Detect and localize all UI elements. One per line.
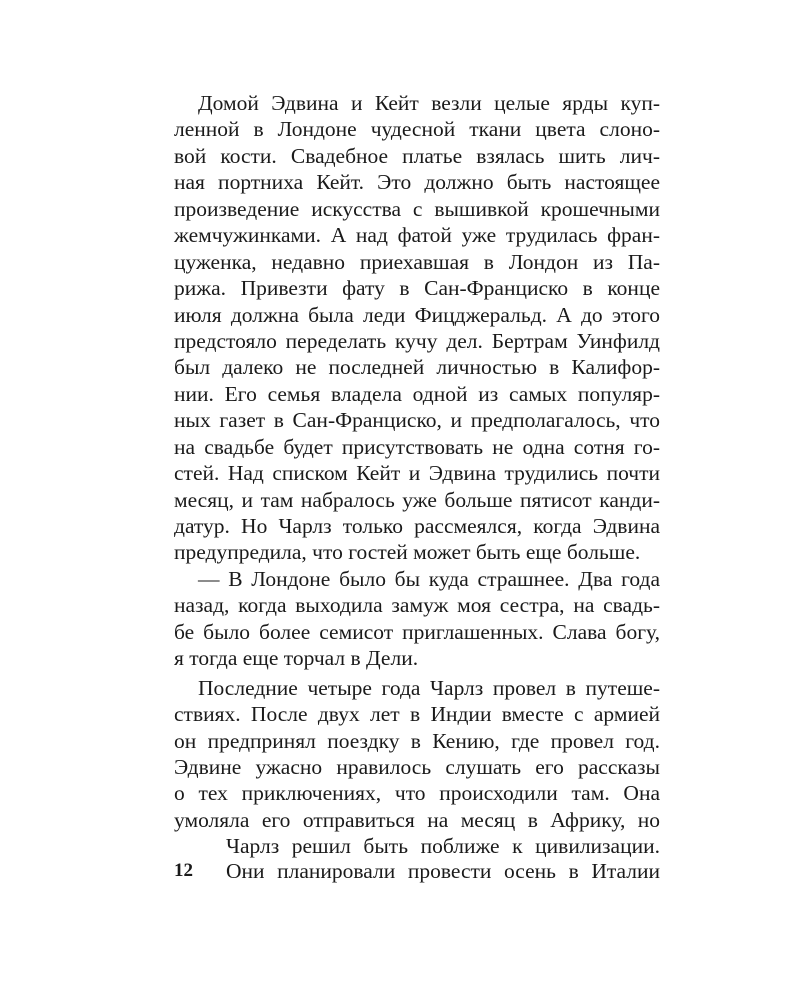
text-line: ствиях. После двух лет в Индии вместе с армией <box>174 702 660 727</box>
text-line: ная портниха Кейт. Это должно быть настоящее <box>174 170 660 195</box>
text-line: он предпринял поездку в Кению, где провел год. <box>174 728 660 753</box>
paragraph-3 <box>174 675 660 860</box>
text-line: — В Лондоне было бы куда страшнее. Два года <box>198 566 660 591</box>
text-line: вой кости. Свадебное платье взялась шить лич- <box>174 143 660 168</box>
paragraph-1 <box>174 90 660 566</box>
text-line: цуженка, недавно приехавшая в Лондон из Па- <box>174 249 660 274</box>
paragraph-2-dialogue <box>174 566 660 672</box>
text-line: Чарлз решил быть поближе к цивилизации. <box>226 834 660 859</box>
text-line: стей. Над списком Кейт и Эдвина трудились почти <box>174 461 660 486</box>
text-line: жемчужинками. А над фатой уже трудилась фран- <box>174 223 660 248</box>
text-line: рижа. Привезти фату в Сан-Франциско в конце <box>174 276 660 301</box>
text-line: Эдвине ужасно нравилось слушать его рассказы <box>174 754 660 779</box>
page-number: 12 <box>174 860 193 881</box>
body-text <box>174 90 660 860</box>
text-line: ных газет в Сан-Франциско, и предполагалось, что <box>174 408 660 433</box>
text-line: предстояло переделать кучу дел. Бертрам Уинфилд <box>174 328 660 353</box>
text-line: о тех приключениях, что происходили там. Она <box>174 781 660 806</box>
text-line: Они планировали провести осень в Италии <box>226 859 660 883</box>
text-line: умоляла его отправиться на месяц в Африку, но <box>174 807 660 832</box>
text-line: я тогда еще торчал в Дели. <box>174 646 419 671</box>
text-line: на свадьбе будет присутствовать не одна сотня го- <box>174 434 660 459</box>
text-line: ленной в Лондоне чудесной ткани цвета слоно- <box>174 117 660 142</box>
text-line: назад, когда выходила замуж моя сестра, на свадь- <box>174 593 660 618</box>
text-line: произведение искусства с вышивкой крошечными <box>174 196 660 221</box>
text-line: бе было более семисот приглашенных. Слава богу, <box>174 619 660 644</box>
text-line: предупредила, что гостей может быть еще больше. <box>174 540 641 565</box>
text-line: был далеко не последней личностью в Калифор- <box>174 355 660 380</box>
text-line: нии. Его семья владела одной из самых популяр- <box>174 381 660 406</box>
text-line: месяц, и там набралось уже больше пятисот канди- <box>174 487 660 512</box>
text-line: датур. Но Чарлз только рассмеялся, когда Эдвина <box>174 514 660 538</box>
page-footer <box>174 857 660 885</box>
text-line: Домой Эдвина и Кейт везли целые ярды куп- <box>198 91 660 115</box>
text-line: июля должна была леди Фицджеральд. А до этого <box>174 302 660 327</box>
text-line: Последние четыре года Чарлз провел в путеше- <box>198 675 660 700</box>
